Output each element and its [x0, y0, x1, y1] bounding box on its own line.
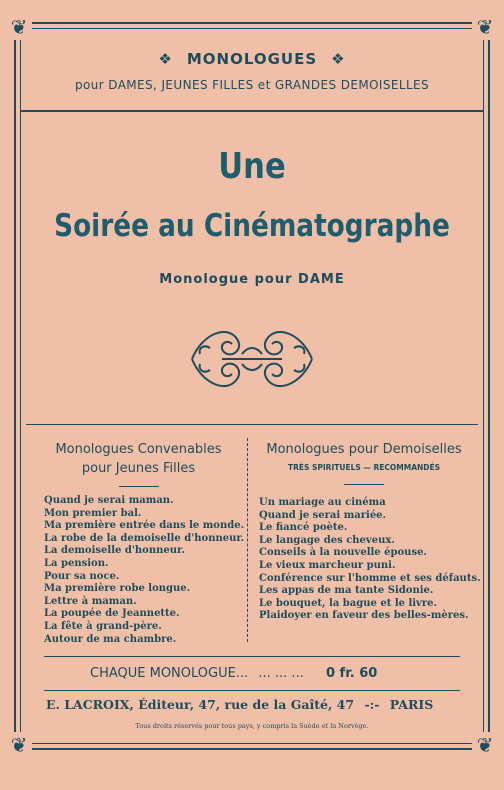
list-item: Un mariage au cinéma: [259, 497, 386, 508]
list-item: La fête à grand-père.: [44, 620, 162, 632]
subtitle: Monologue pour DAME: [159, 272, 345, 287]
left-column-title-1: Monologues Convenables: [55, 442, 222, 457]
price-amount: 0 fr. 60: [325, 666, 378, 681]
section-divider: [44, 656, 460, 657]
left-column-dash: [119, 486, 159, 487]
list-item: Mon premier bal.: [44, 507, 142, 519]
list-item: Ma première robe longue.: [44, 583, 191, 595]
right-column-title: Monologues pour Demoiselles: [266, 442, 462, 457]
price-line: [90, 666, 377, 681]
list-item: La demoiselle d'honneur.: [44, 545, 185, 557]
title-line-1: Une: [218, 146, 286, 187]
corner-ornament-icon: ❦: [472, 14, 498, 40]
publisher-line: [46, 697, 433, 712]
list-item: Quand je serai maman.: [44, 495, 174, 506]
left-column-list: [36, 495, 245, 646]
section-divider: [26, 424, 478, 425]
list-item: Le fiancé poète.: [259, 522, 348, 534]
list-item: Le vieux marcheur puni.: [259, 559, 396, 571]
right-column-dash: [344, 484, 384, 485]
list-item: La pension.: [44, 557, 109, 569]
flourish-icon: ❖: [331, 50, 346, 68]
list-item: Quand je serai mariée.: [259, 509, 387, 521]
right-column-note: TRÈS SPIRITUELS — RECOMMANDÉS: [287, 463, 441, 472]
right-column-list: [254, 497, 481, 623]
corner-ornament-icon: ❦: [472, 732, 498, 758]
corner-ornament-icon: ❦: [6, 14, 32, 40]
right-column: [254, 440, 481, 623]
list-item: Plaidoyer en faveur des belles-mères.: [259, 610, 469, 622]
list-item: Conférence sur l'homme et ses défauts.: [259, 572, 481, 584]
left-column: [36, 440, 245, 646]
list-item: Pour sa noce.: [44, 570, 120, 582]
list-item: Autour de ma chambre.: [44, 633, 177, 645]
title-line-2: Soirée au Cinématographe: [54, 208, 450, 244]
list-item: La robe de la demoiselle d'honneur.: [44, 532, 245, 544]
publisher-city: PARIS: [389, 697, 434, 712]
publisher-address: E. LACROIX, Éditeur, 47, rue de la Gaîté, 47: [46, 697, 355, 712]
section-divider: [44, 690, 460, 691]
rights-notice: Tous droits réservés pour tous pays, y compris la Suède et la Norvège.: [135, 722, 369, 730]
publisher-separator: -:-: [364, 697, 380, 712]
list-item: La poupée de Jeannette.: [44, 608, 180, 620]
list-item: Conseils à la nouvelle épouse.: [259, 547, 427, 559]
list-item: Ma première entrée dans le monde.: [44, 520, 245, 532]
audience-line: pour DAMES, JEUNES FILLES et GRANDES DEMOISELLES: [74, 78, 430, 92]
price-label: CHAQUE MONOLOGUE...: [90, 666, 249, 681]
list-item: Lettre à maman.: [44, 595, 137, 607]
list-item: Le langage des cheveux.: [259, 534, 395, 546]
left-column-title-2: pour Jeunes Filles: [81, 461, 196, 476]
header-divider: [20, 110, 484, 112]
corner-ornament-icon: ❦: [6, 732, 32, 758]
list-item: Les appas de ma tante Sidonie.: [259, 585, 434, 597]
list-item: Le bouquet, la bague et le livre.: [259, 597, 437, 609]
flourish-icon: ❖: [158, 50, 173, 68]
series-heading: [0, 50, 504, 68]
flourish-ornament-icon: [182, 314, 322, 404]
price-dots: ... ... ...: [258, 666, 304, 681]
column-divider: [247, 438, 248, 642]
series-heading-text: MONOLOGUES: [186, 50, 318, 68]
